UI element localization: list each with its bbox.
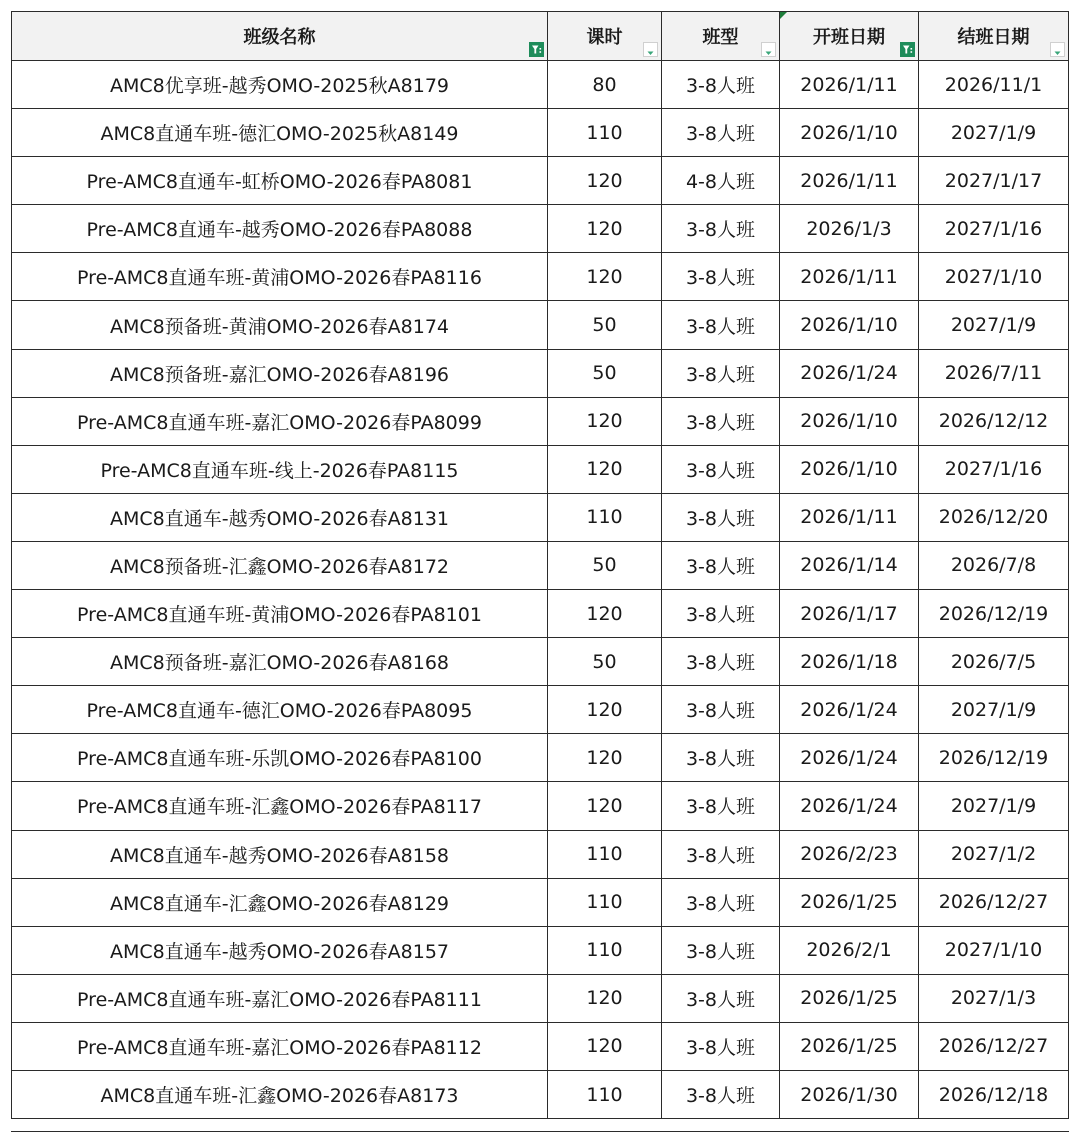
table-row[interactable] [12, 493, 1069, 541]
table-row[interactable] [12, 686, 1069, 734]
cell-hours[interactable]: 120 [548, 782, 662, 830]
cell-class-type[interactable]: 3-8人班 [662, 638, 780, 686]
cell-class-name[interactable]: AMC8直通车-汇鑫OMO-2026春A8129 [12, 878, 548, 926]
filter-active-icon[interactable] [529, 42, 544, 57]
cell-class-type[interactable]: 3-8人班 [662, 493, 780, 541]
cell-end-date[interactable]: 2026/12/19 [919, 734, 1069, 782]
table-row[interactable] [12, 1022, 1069, 1070]
cell-end-date[interactable]: 2027/1/9 [919, 301, 1069, 349]
cell-class-name[interactable]: AMC8预备班-嘉汇OMO-2026春A8168 [12, 638, 548, 686]
cell-hours[interactable]: 110 [548, 926, 662, 974]
cell-hours[interactable]: 120 [548, 445, 662, 493]
table-row[interactable] [12, 926, 1069, 974]
cell-class-type[interactable]: 3-8人班 [662, 61, 780, 109]
cell-start-date[interactable]: 2026/1/3 [780, 205, 919, 253]
table-row[interactable] [12, 734, 1069, 782]
cell-start-date[interactable]: 2026/1/25 [780, 974, 919, 1022]
cell-class-type[interactable]: 3-8人班 [662, 734, 780, 782]
cell-class-name[interactable]: Pre-AMC8直通车班-黄浦OMO-2026春PA8101 [12, 590, 548, 638]
cell-hours[interactable]: 120 [548, 397, 662, 445]
cell-end-date[interactable]: 2026/12/12 [919, 397, 1069, 445]
cell-hours[interactable]: 120 [548, 590, 662, 638]
cell-class-type[interactable]: 3-8人班 [662, 205, 780, 253]
cell-end-date[interactable]: 2026/12/27 [919, 878, 1069, 926]
cell-class-type[interactable]: 3-8人班 [662, 349, 780, 397]
cell-start-date[interactable]: 2026/1/14 [780, 541, 919, 589]
cell-start-date[interactable]: 2026/1/10 [780, 445, 919, 493]
cell-class-name[interactable]: AMC8直通车-越秀OMO-2026春A8131 [12, 493, 548, 541]
cell-class-name[interactable]: Pre-AMC8直通车班-黄浦OMO-2026春PA8116 [12, 253, 548, 301]
cell-start-date[interactable]: 2026/1/11 [780, 157, 919, 205]
cell-start-date[interactable]: 2026/1/11 [780, 61, 919, 109]
table-row[interactable] [12, 253, 1069, 301]
cell-class-type[interactable]: 3-8人班 [662, 1070, 780, 1118]
cell-end-date[interactable]: 2026/7/8 [919, 541, 1069, 589]
cell-class-type[interactable]: 3-8人班 [662, 541, 780, 589]
column-header-label: 开班日期 [813, 27, 885, 48]
dropdown-arrow-icon[interactable] [1050, 42, 1065, 57]
cell-class-name[interactable]: AMC8预备班-汇鑫OMO-2026春A8172 [12, 541, 548, 589]
table-row[interactable] [12, 974, 1069, 1022]
table-row[interactable] [12, 830, 1069, 878]
cell-class-name[interactable]: Pre-AMC8直通车-越秀OMO-2026春PA8088 [12, 205, 548, 253]
cell-hours[interactable]: 110 [548, 878, 662, 926]
cell-end-date[interactable]: 2026/7/11 [919, 349, 1069, 397]
cell-hours[interactable]: 80 [548, 61, 662, 109]
column-header-start-date[interactable] [780, 12, 919, 61]
column-header-label: 班级名称 [243, 27, 316, 48]
cell-end-date[interactable]: 2026/12/18 [919, 1070, 1069, 1118]
cell-class-type[interactable]: 3-8人班 [662, 926, 780, 974]
cell-start-date[interactable]: 2026/1/24 [780, 734, 919, 782]
cell-class-name[interactable]: Pre-AMC8直通车-德汇OMO-2026春PA8095 [12, 686, 548, 734]
table-row[interactable] [12, 878, 1069, 926]
cell-end-date[interactable]: 2027/1/10 [919, 253, 1069, 301]
cell-end-date[interactable]: 2026/11/1 [919, 61, 1069, 109]
cell-class-name[interactable]: Pre-AMC8直通车班-乐凯OMO-2026春PA8100 [12, 734, 548, 782]
cell-end-date[interactable]: 2027/1/10 [919, 926, 1069, 974]
cell-class-name[interactable]: AMC8直通车-越秀OMO-2026春A8158 [12, 830, 548, 878]
cell-hours[interactable]: 120 [548, 734, 662, 782]
column-header-hours[interactable] [548, 12, 662, 61]
column-header-label: 结班日期 [957, 27, 1030, 48]
cell-start-date[interactable]: 2026/2/1 [780, 926, 919, 974]
cell-class-type[interactable]: 3-8人班 [662, 253, 780, 301]
cell-start-date[interactable]: 2026/1/24 [780, 782, 919, 830]
cell-end-date[interactable]: 2027/1/3 [919, 974, 1069, 1022]
cell-start-date[interactable]: 2026/1/30 [780, 1070, 919, 1118]
cell-class-name[interactable]: AMC8直通车班-汇鑫OMO-2026春A8173 [12, 1070, 548, 1118]
cell-class-name[interactable]: AMC8优享班-越秀OMO-2025秋A8179 [12, 61, 548, 109]
cell-start-date[interactable]: 2026/1/17 [780, 590, 919, 638]
column-header-class-type[interactable] [662, 12, 780, 61]
table-row[interactable] [12, 61, 1069, 109]
cell-class-name[interactable]: AMC8预备班-黄浦OMO-2026春A8174 [12, 301, 548, 349]
table-body [12, 61, 1069, 1119]
cell-start-date[interactable]: 2026/2/23 [780, 830, 919, 878]
cell-hours[interactable]: 50 [548, 638, 662, 686]
table-row[interactable] [12, 109, 1069, 157]
table-row[interactable] [12, 157, 1069, 205]
column-header-class-name[interactable] [12, 12, 548, 61]
cell-start-date[interactable]: 2026/1/25 [780, 1022, 919, 1070]
cell-hours[interactable]: 110 [548, 1070, 662, 1118]
column-header-label: 班型 [702, 27, 739, 48]
cell-class-name[interactable]: Pre-AMC8直通车班-嘉汇OMO-2026春PA8099 [12, 397, 548, 445]
cell-end-date[interactable]: 2026/12/27 [919, 1022, 1069, 1070]
cell-end-date[interactable]: 2027/1/2 [919, 830, 1069, 878]
cell-class-type[interactable]: 3-8人班 [662, 109, 780, 157]
cell-hours[interactable]: 120 [548, 157, 662, 205]
cell-hours[interactable]: 120 [548, 1022, 662, 1070]
cell-class-type[interactable]: 3-8人班 [662, 974, 780, 1022]
cell-start-date[interactable]: 2026/1/24 [780, 349, 919, 397]
cell-end-date[interactable]: 2026/7/5 [919, 638, 1069, 686]
cell-end-date[interactable]: 2027/1/9 [919, 109, 1069, 157]
column-header-label: 课时 [586, 27, 623, 48]
cell-hours[interactable]: 50 [548, 541, 662, 589]
cell-start-date[interactable]: 2026/1/24 [780, 686, 919, 734]
cell-end-date[interactable]: 2027/1/9 [919, 782, 1069, 830]
cell-start-date[interactable]: 2026/1/10 [780, 397, 919, 445]
filter-active-icon[interactable] [900, 42, 915, 57]
cell-class-name[interactable]: Pre-AMC8直通车班-线上-2026春PA8115 [12, 445, 548, 493]
next-row-border [11, 1131, 1069, 1135]
cell-class-type[interactable]: 3-8人班 [662, 830, 780, 878]
cell-class-type[interactable]: 3-8人班 [662, 782, 780, 830]
cell-hours[interactable]: 50 [548, 349, 662, 397]
cell-class-name[interactable]: AMC8直通车班-德汇OMO-2025秋A8149 [12, 109, 548, 157]
cell-start-date[interactable]: 2026/1/10 [780, 109, 919, 157]
dropdown-arrow-icon[interactable] [761, 42, 776, 57]
cell-hours[interactable]: 120 [548, 253, 662, 301]
header-row [12, 12, 1069, 61]
cell-class-name[interactable]: AMC8直通车-越秀OMO-2026春A8157 [12, 926, 548, 974]
class-schedule-table [11, 11, 1069, 1119]
spreadsheet [11, 11, 1069, 1119]
cell-class-type[interactable]: 3-8人班 [662, 445, 780, 493]
cell-class-type[interactable]: 3-8人班 [662, 878, 780, 926]
column-header-end-date[interactable] [919, 12, 1069, 61]
cell-hours[interactable]: 110 [548, 493, 662, 541]
cell-class-type[interactable]: 3-8人班 [662, 686, 780, 734]
cell-class-name[interactable]: Pre-AMC8直通车班-嘉汇OMO-2026春PA8111 [12, 974, 548, 1022]
table-row[interactable] [12, 301, 1069, 349]
table-row[interactable] [12, 541, 1069, 589]
cell-end-date[interactable]: 2027/1/16 [919, 205, 1069, 253]
table-row[interactable] [12, 638, 1069, 686]
cell-hours[interactable]: 120 [548, 974, 662, 1022]
table-row[interactable] [12, 205, 1069, 253]
cell-class-type[interactable]: 3-8人班 [662, 301, 780, 349]
cell-start-date[interactable]: 2026/1/11 [780, 253, 919, 301]
cell-end-date[interactable]: 2027/1/9 [919, 686, 1069, 734]
cell-class-type[interactable]: 3-8人班 [662, 1022, 780, 1070]
cell-end-date[interactable]: 2027/1/17 [919, 157, 1069, 205]
cell-start-date[interactable]: 2026/1/11 [780, 493, 919, 541]
cell-class-type[interactable]: 4-8人班 [662, 157, 780, 205]
table-row[interactable] [12, 397, 1069, 445]
cell-hours[interactable]: 50 [548, 301, 662, 349]
table-row[interactable] [12, 590, 1069, 638]
cell-end-date[interactable]: 2027/1/16 [919, 445, 1069, 493]
cell-class-type[interactable]: 3-8人班 [662, 397, 780, 445]
cell-start-date[interactable]: 2026/1/18 [780, 638, 919, 686]
dropdown-arrow-icon[interactable] [643, 42, 658, 57]
cell-start-date[interactable]: 2026/1/25 [780, 878, 919, 926]
table-row[interactable] [12, 349, 1069, 397]
cell-hours[interactable]: 120 [548, 686, 662, 734]
cell-hours[interactable]: 120 [548, 205, 662, 253]
cell-class-name[interactable]: Pre-AMC8直通车班-汇鑫OMO-2026春PA8117 [12, 782, 548, 830]
cell-class-name[interactable]: Pre-AMC8直通车-虹桥OMO-2026春PA8081 [12, 157, 548, 205]
table-row[interactable] [12, 782, 1069, 830]
cell-class-name[interactable]: AMC8预备班-嘉汇OMO-2026春A8196 [12, 349, 548, 397]
table-row[interactable] [12, 1070, 1069, 1118]
cell-comment-marker [780, 12, 787, 19]
cell-class-name[interactable]: Pre-AMC8直通车班-嘉汇OMO-2026春PA8112 [12, 1022, 548, 1070]
cell-end-date[interactable]: 2026/12/19 [919, 590, 1069, 638]
cell-hours[interactable]: 110 [548, 830, 662, 878]
cell-start-date[interactable]: 2026/1/10 [780, 301, 919, 349]
cell-hours[interactable]: 110 [548, 109, 662, 157]
cell-class-type[interactable]: 3-8人班 [662, 590, 780, 638]
cell-end-date[interactable]: 2026/12/20 [919, 493, 1069, 541]
table-row[interactable] [12, 445, 1069, 493]
